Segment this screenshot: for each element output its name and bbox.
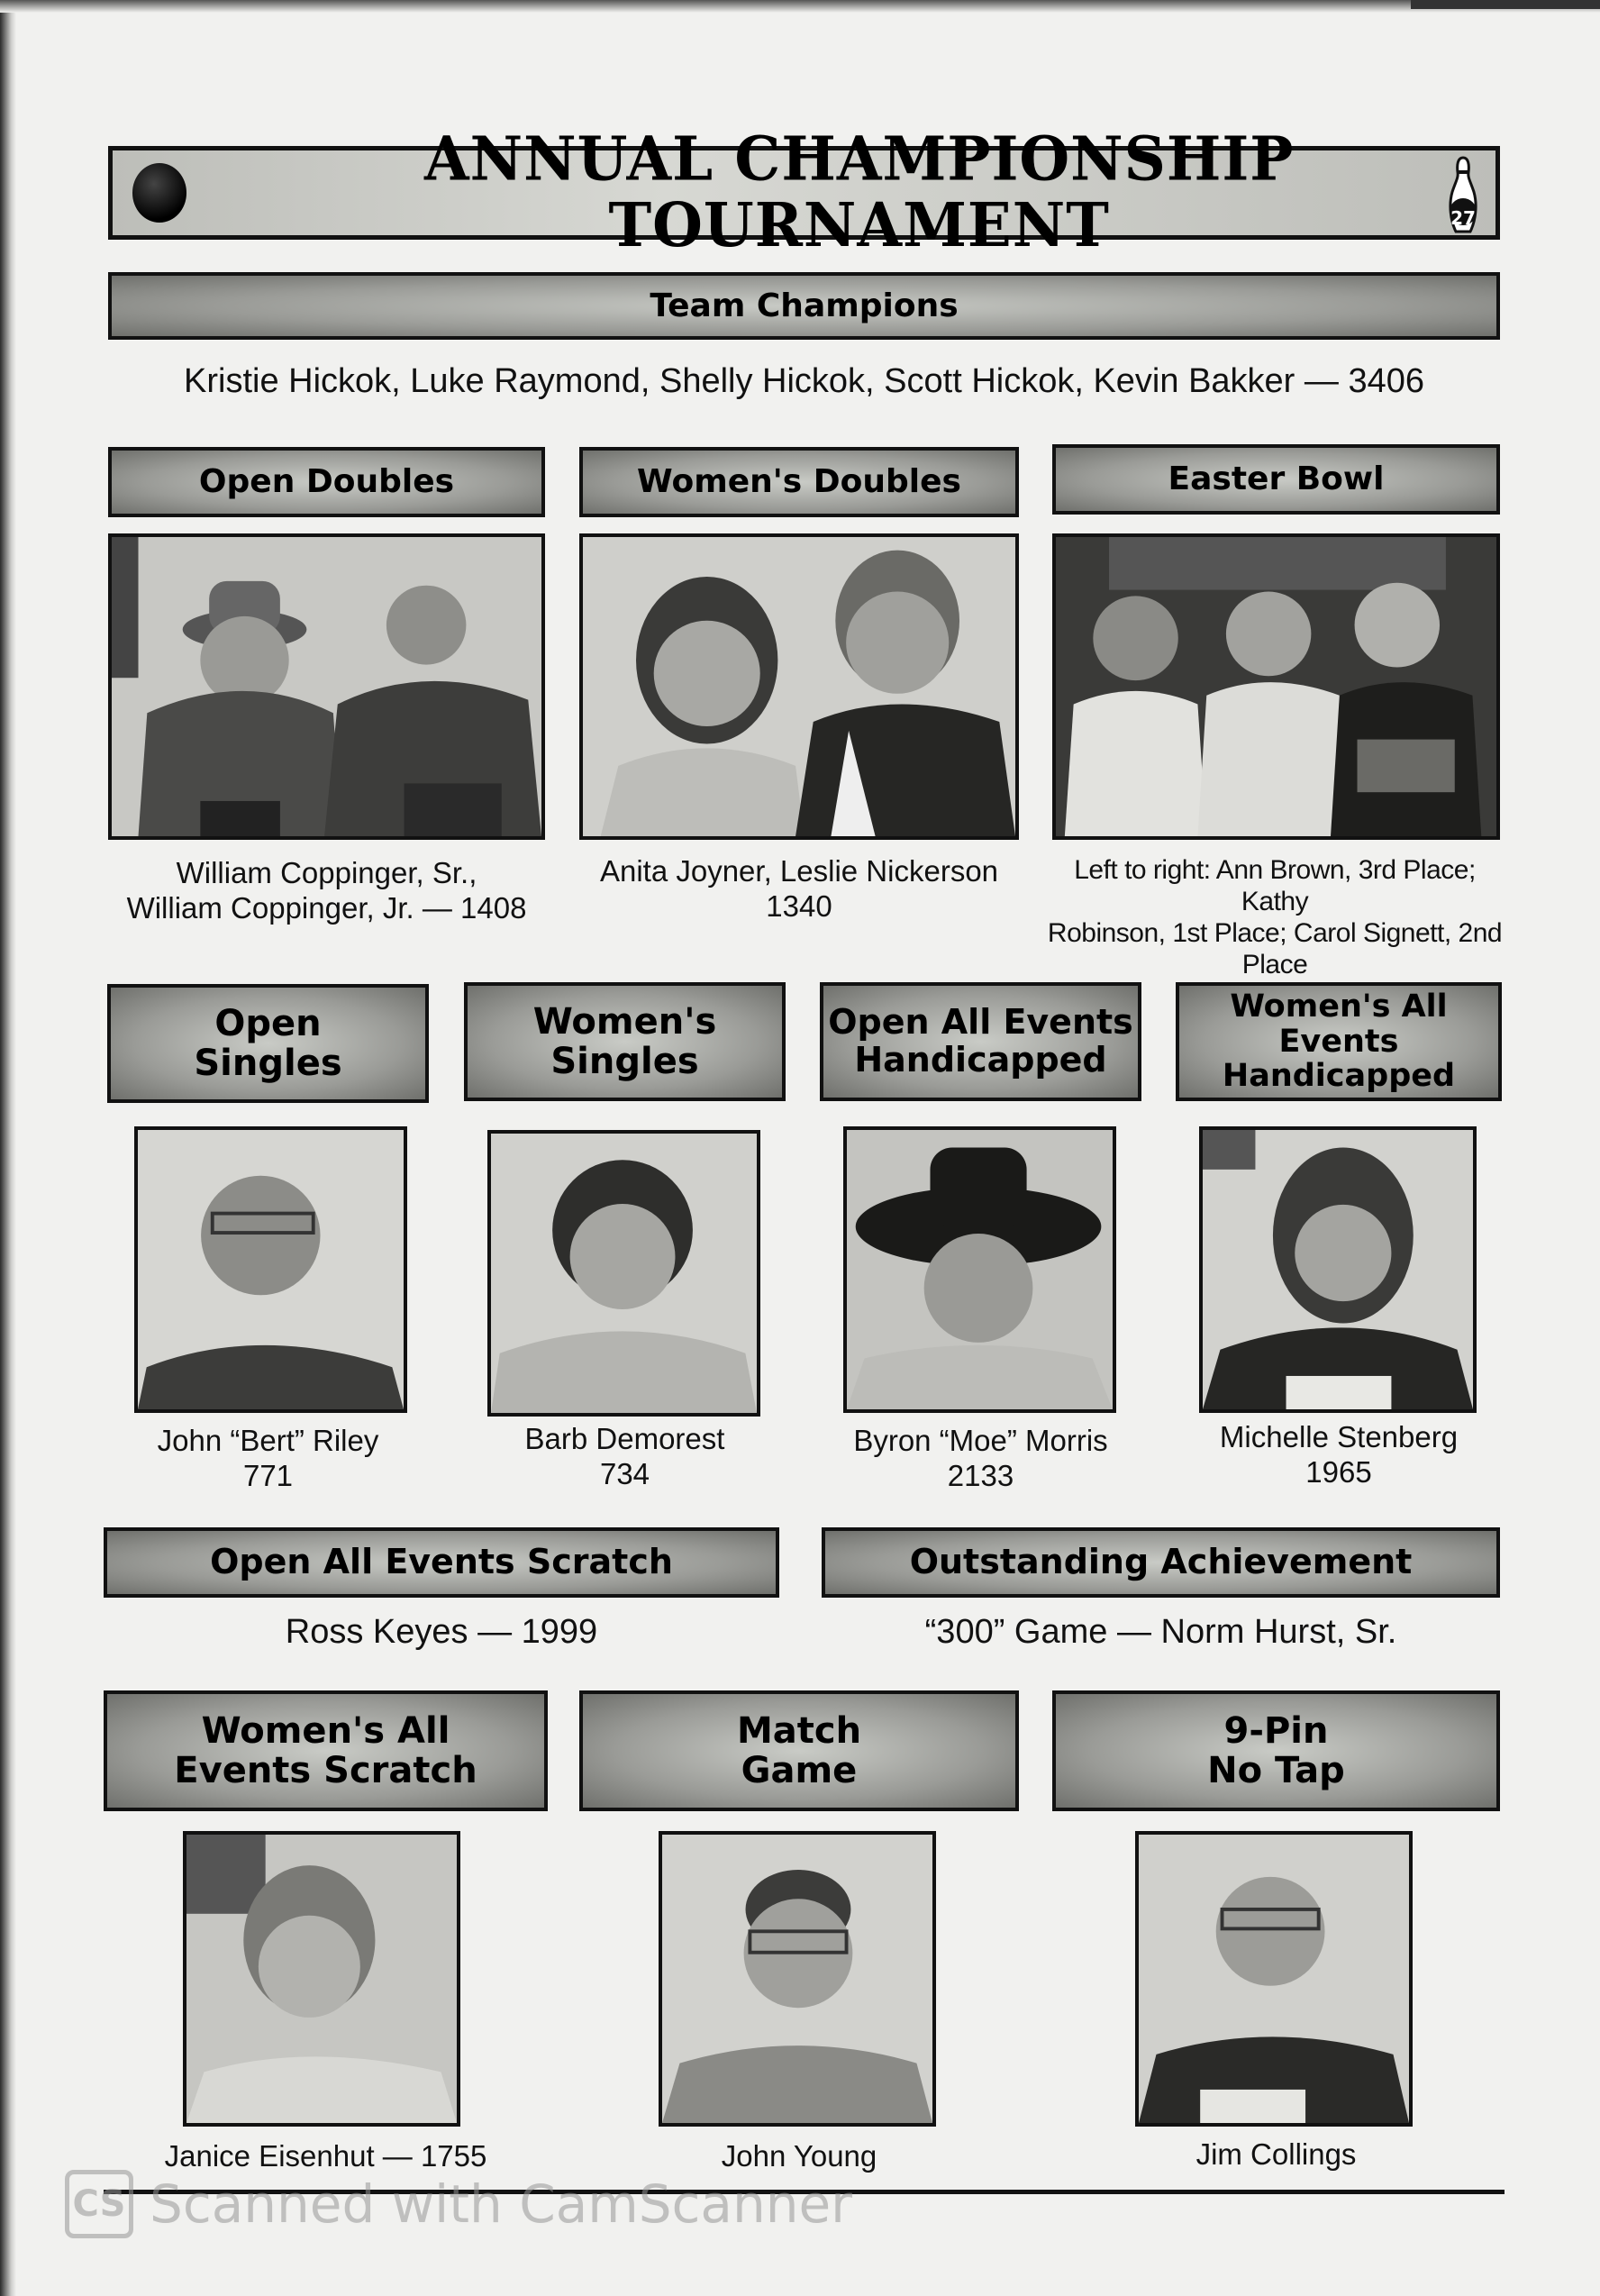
heading-line: Events Scratch	[174, 1750, 477, 1791]
john-young-caption: John Young	[721, 2139, 877, 2173]
heading-line: Women's	[532, 1001, 717, 1043]
janice-eisenhut-caption: Janice Eisenhut — 1755	[164, 2139, 487, 2173]
john-young-photo	[659, 1831, 936, 2127]
janice-eisenhut-photo	[183, 1831, 460, 2127]
easter-bowl-heading: Easter Bowl	[1052, 444, 1500, 515]
heading-line: Women's All	[201, 1710, 450, 1752]
heading-line: Open All Events	[828, 1002, 1133, 1043]
caption-line: 734	[599, 1456, 650, 1490]
byron-morris-photo	[843, 1126, 1116, 1413]
caption-line: Anita Joyner, Leslie Nickerson	[599, 854, 999, 888]
heading-line: Singles	[550, 1041, 699, 1082]
caption-line: Barb Demorest	[524, 1422, 725, 1455]
caption-line: 2133	[947, 1458, 1014, 1492]
camscanner-logo-icon: CS	[65, 2170, 133, 2238]
team-champions-members: Kristie Hickok, Luke Raymond, Shelly Hickok, Scott Hickok, Kevin Bakker — 3406	[184, 362, 1424, 400]
easter-bowl-caption	[1041, 854, 1509, 980]
caption-line: William Coppinger, Sr.,	[176, 856, 477, 889]
outstanding-achievement-winner: “300” Game — Norm Hurst, Sr.	[924, 1613, 1397, 1651]
scan-edge-top	[0, 0, 1600, 13]
jim-collings-caption: Jim Collings	[1195, 2137, 1357, 2171]
open-all-events-scratch-winner: Ross Keyes — 1999	[285, 1613, 598, 1651]
caption-line: Michelle Stenberg	[1219, 1420, 1459, 1453]
womens-all-events-scratch-heading	[104, 1690, 548, 1811]
heading-line: Game	[741, 1750, 858, 1791]
title-banner	[108, 123, 1500, 261]
caption-line: 1340	[766, 888, 832, 923]
page-number: 27	[1450, 207, 1476, 229]
caption-line: Robinson, 1st Place; Carol Signett, 2nd Place	[1047, 918, 1503, 980]
open-all-events-scratch-heading: Open All Events Scratch	[104, 1527, 779, 1598]
bowling-ball-icon	[132, 163, 186, 223]
open-singles-heading	[107, 984, 429, 1103]
heading-line: Singles	[194, 1043, 342, 1084]
john-riley-caption	[107, 1424, 429, 1493]
scan-corner	[1411, 0, 1600, 9]
heading-line: Match	[736, 1710, 862, 1752]
match-game-heading	[579, 1690, 1019, 1811]
open-doubles-photo	[108, 533, 545, 840]
scanner-watermark	[65, 2170, 852, 2238]
easter-bowl-photo	[1052, 533, 1500, 840]
barb-demorest-photo	[487, 1130, 760, 1417]
caption-line: John “Bert” Riley	[157, 1424, 379, 1457]
michelle-stenberg-caption	[1176, 1420, 1502, 1490]
caption-line: William Coppinger, Jr. — 1408	[126, 890, 527, 925]
heading-line: Handicapped	[1222, 1058, 1456, 1095]
open-all-events-handicapped-heading	[820, 982, 1141, 1101]
caption-line: 1965	[1305, 1454, 1372, 1489]
outstanding-achievement-heading: Outstanding Achievement	[822, 1527, 1500, 1598]
heading-line: Open	[214, 1003, 322, 1044]
heading-line: Handicapped	[854, 1040, 1107, 1080]
caption-line: 771	[242, 1458, 294, 1492]
nine-pin-no-tap-heading	[1052, 1690, 1500, 1811]
womens-doubles-photo	[579, 533, 1019, 840]
john-riley-photo	[134, 1126, 407, 1413]
team-champions-heading: Team Champions	[108, 272, 1500, 340]
byron-morris-caption	[820, 1424, 1141, 1493]
scan-edge	[0, 0, 16, 2296]
womens-all-events-handicapped-heading	[1176, 982, 1502, 1101]
womens-doubles-caption	[579, 854, 1019, 924]
heading-line: Women's All Events	[1230, 989, 1448, 1060]
womens-doubles-heading: Women's Doubles	[579, 447, 1019, 517]
caption-line: Byron “Moe” Morris	[853, 1424, 1108, 1457]
page-title: ANNUAL CHAMPIONSHIP TOURNAMENT	[423, 123, 1295, 261]
page	[104, 123, 1505, 2217]
barb-demorest-caption	[464, 1422, 786, 1491]
caption-line: Left to right: Ann Brown, 3rd Place; Kathy	[1074, 855, 1476, 917]
heading-line: No Tap	[1207, 1750, 1345, 1791]
bowling-pin-icon	[1443, 156, 1483, 235]
open-doubles-heading: Open Doubles	[108, 447, 545, 517]
open-doubles-caption	[108, 856, 545, 925]
watermark-text: Scanned with CamScanner	[150, 2173, 853, 2235]
womens-singles-heading	[464, 982, 786, 1101]
jim-collings-photo	[1135, 1831, 1413, 2127]
heading-line: 9-Pin	[1223, 1710, 1329, 1752]
michelle-stenberg-photo	[1199, 1126, 1477, 1413]
